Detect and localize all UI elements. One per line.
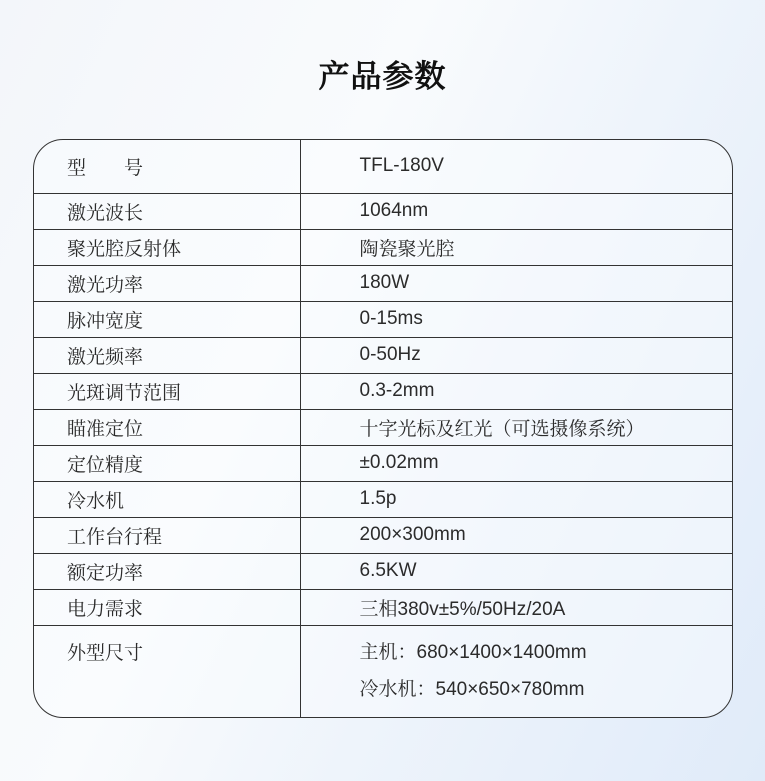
spec-label: 聚光腔反射体 [34,229,300,265]
table-row-pulse-width [34,301,732,337]
spec-label: 光斑调节范围 [34,373,300,409]
spec-value-line-host: 主机：680×1400×1400mm [359,642,587,664]
spec-label: 额定功率 [34,553,300,589]
spec-label: 激光功率 [34,265,300,301]
table-row-wavelength [34,193,732,229]
table-row-power-requirement [34,589,732,625]
spec-label: 脉冲宽度 [34,301,300,337]
spec-label: 瞄准定位 [34,409,300,445]
spec-label: 工作台行程 [34,517,300,553]
table-row-aiming [34,409,732,445]
spec-value: 0-15ms [300,301,732,337]
table-row-rated-power [34,553,732,589]
table-row-model [34,140,732,193]
spec-value: 6.5KW [300,553,732,589]
spec-value: 1.5p [300,481,732,517]
spec-value [300,625,732,717]
spec-value: 十字光标及红光（可选摄像系统） [300,409,732,445]
spec-value: 180W [300,265,732,301]
page-title: 产品参数 [318,59,447,94]
table-row-worktable-travel [34,517,732,553]
spec-value: 1064nm [300,193,732,229]
spec-value: TFL-180V [359,155,444,177]
spec-value: 陶瓷聚光腔 [300,229,732,265]
table-row-dimensions [34,625,732,717]
table-row-laser-power [34,265,732,301]
spec-label: 定位精度 [34,445,300,481]
spec-label: 激光频率 [34,337,300,373]
spec-label: 外型尺寸 [34,625,300,717]
table-row-laser-frequency [34,337,732,373]
spec-value: 0.3-2mm [300,373,732,409]
spec-label: 激光波长 [34,193,300,229]
table-row-accuracy [34,445,732,481]
spec-label: 电力需求 [34,589,300,625]
spec-table [33,139,733,718]
spec-table-grid [34,140,732,717]
table-row-spot-range [34,373,732,409]
spec-value: 200×300mm [300,517,732,553]
spec-label: 冷水机 [34,481,300,517]
spec-value-line-chiller: 冷水机：540×650×780mm [359,679,585,701]
table-row-chiller [34,481,732,517]
spec-label: 型 号 [34,140,300,193]
spec-value: 0-50Hz [300,337,732,373]
spec-value: 三相380v±5%/50Hz/20A [300,589,732,625]
spec-value: ±0.02mm [300,445,732,481]
table-row-cavity-reflector [34,229,732,265]
